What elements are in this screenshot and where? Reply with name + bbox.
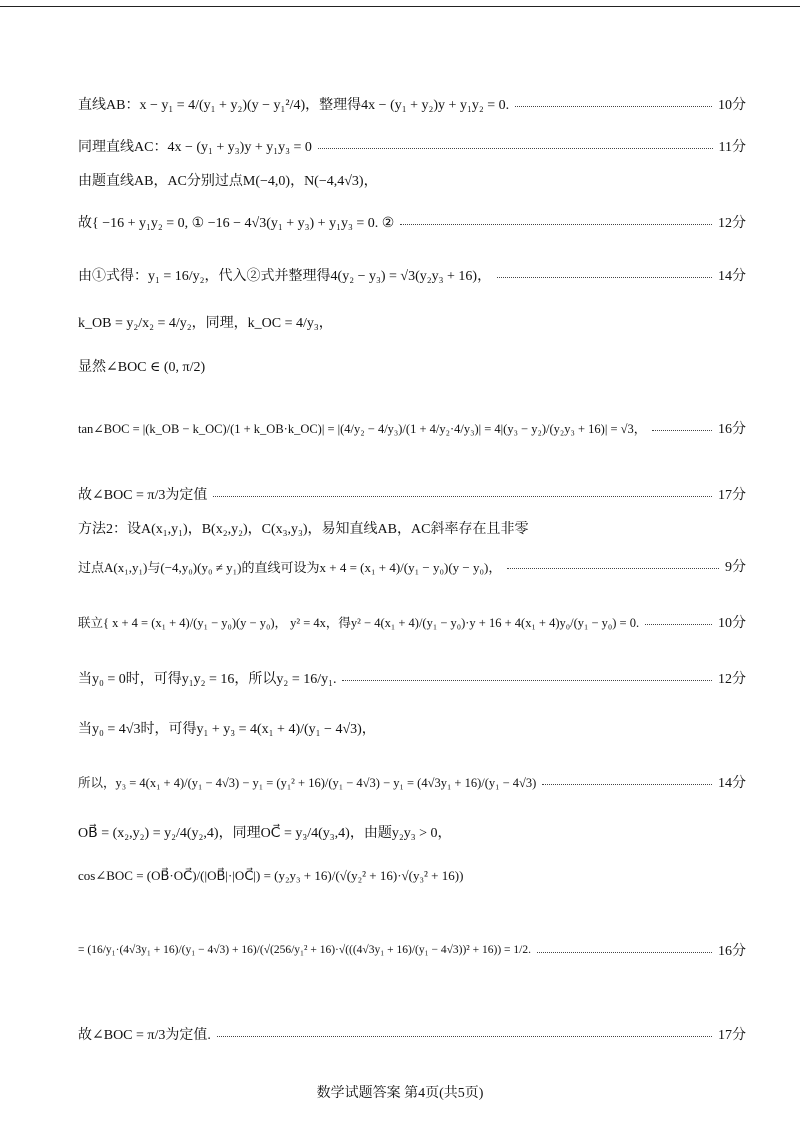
line-19-score: 17分 (718, 1028, 746, 1043)
line-9 (78, 484, 746, 504)
dot-leader (342, 680, 712, 681)
line-16 (78, 822, 746, 842)
dot-leader (217, 1036, 712, 1037)
line-3 (78, 170, 746, 190)
dot-leader (645, 624, 712, 625)
dot-leader (318, 148, 713, 149)
line-15-text: 所以，y₃ = 4(x₁ + 4)/(y₁ − 4√3) − y₁ = (y₁² + 16)/(y₁ − 4√3) − y₁ = (4√3y₁ + 16)/(y₁ − 4√3) (78, 776, 537, 790)
line-1 (78, 94, 746, 114)
line-18 (78, 940, 746, 960)
line-17 (78, 868, 746, 884)
line-6 (78, 312, 746, 332)
line-12-text: 联立{ x + 4 = (x₁ + 4)/(y₁ − y₀)(y − y₀)， y² = 4x，得y² − 4(x₁ + 4)/(y₁ − y₀)·y + 16 + 4(x₁ + 4)y₀/(y₁ − y₀) = 0. (78, 616, 640, 630)
line-13 (78, 668, 746, 688)
line-17-text: cos∠BOC = (OB⃗·OC⃗)/(|OB⃗|·|OC⃗|) = (y₂y₃ + 16)/(√(y₂² + 16)·√(y₃² + 16)) (78, 868, 464, 883)
line-12-score: 10分 (718, 616, 746, 631)
line-7-text: 显然∠BOC ∈ (0, π/2) (78, 360, 206, 375)
line-19 (78, 1024, 746, 1044)
line-10 (78, 518, 746, 538)
line-15-score: 14分 (718, 776, 746, 791)
line-2-text: 同理直线AC：4x − (y₁ + y₃)y + y₁y₃ = 0 (78, 140, 312, 155)
dot-leader (537, 952, 712, 953)
line-5 (78, 265, 746, 285)
top-rule (0, 6, 800, 7)
line-11-text: 过点A(x₁,y₁)与(−4,y₀)(y₀ ≠ y₁)的直线可设为x + 4 = (x₁ + 4)/(y₁ − y₀)(y − y₀)， (78, 559, 502, 575)
line-7 (78, 356, 746, 376)
dot-leader (213, 496, 712, 497)
line-3-text: 由题直线AB，AC分别过点M(−4,0)，N(−4,4√3)， (78, 174, 378, 189)
dot-leader (400, 224, 712, 225)
line-4 (78, 212, 746, 232)
line-12 (78, 612, 746, 632)
dot-leader (515, 106, 712, 107)
line-14-text: 当y₀ = 4√3时，可得y₁ + y₃ = 4(x₁ + 4)/(y₁ − 4√3)， (78, 722, 376, 737)
page-footer: 数学试题答案 第4页(共5页) (316, 1086, 484, 1101)
line-11-score: 9分 (725, 560, 746, 575)
line-18-text: = (16/y₁·(4√3y₁ + 16)/(y₁ − 4√3) + 16)/(√(256/y₁² + 16)·√(((4√3y₁ + 16)/(y₁ − 4√3))² + 16)) = 1/2. (78, 944, 531, 956)
line-8 (78, 418, 746, 438)
line-4-text: 故{ −16 + y₁y₂ = 0, ① −16 − 4√3(y₁ + y₃) + y₁y₃ = 0. ② (78, 216, 395, 231)
line-18-score: 16分 (718, 944, 746, 959)
dot-leader (652, 430, 712, 431)
line-13-text: 当y₀ = 0时，可得y₁y₂ = 16，所以y₂ = 16/y₁. (78, 672, 337, 687)
line-5-text: 由①式得：y₁ = 16/y₂，代入②式并整理得4(y₂ − y₃) = √3(y₂y₃ + 16)， (78, 269, 492, 284)
line-8-score: 16分 (718, 422, 746, 437)
line-9-score: 17分 (718, 488, 746, 503)
dot-leader (497, 277, 712, 278)
line-4-score: 12分 (718, 216, 746, 231)
line-6-text: k_OB = y₂/x₂ = 4/y₂，同理，k_OC = 4/y₃， (78, 316, 333, 331)
line-19-text: 故∠BOC = π/3为定值. (78, 1028, 211, 1043)
line-5-score: 14分 (718, 269, 746, 284)
line-1-text: 直线AB：x − y₁ = 4/(y₁ + y₂)(y − y₁²/4)，整理得4x − (y₁ + y₂)y + y₁y₂ = 0. (78, 98, 510, 113)
line-8-text: tan∠BOC = |(k_OB − k_OC)/(1 + k_OB·k_OC)| = |(4/y₂ − 4/y₃)/(1 + 4/y₂·4/y₃)| = 4|(y₃ − y₂)/(y₂y₃ + 16)| = √3， (78, 422, 647, 436)
line-2-score: 11分 (718, 140, 746, 155)
line-11 (78, 556, 746, 576)
line-9-text: 故∠BOC = π/3为定值 (78, 488, 208, 503)
line-13-score: 12分 (718, 672, 746, 687)
line-16-text: OB⃗ = (x₂,y₂) = y₂/4(y₂,4)，同理OC⃗ = y₃/4(y₃,4)，由题y₂y₃ > 0， (78, 826, 452, 841)
line-1-score: 10分 (718, 98, 746, 113)
line-15 (78, 772, 746, 792)
line-10-text: 方法2：设A(x₁,y₁)，B(x₂,y₂)，C(x₃,y₃)，易知直线AB，AC斜率存在且非零 (78, 522, 529, 537)
line-2 (78, 136, 746, 156)
dot-leader (507, 568, 719, 569)
line-14 (78, 718, 746, 738)
dot-leader (542, 784, 712, 785)
